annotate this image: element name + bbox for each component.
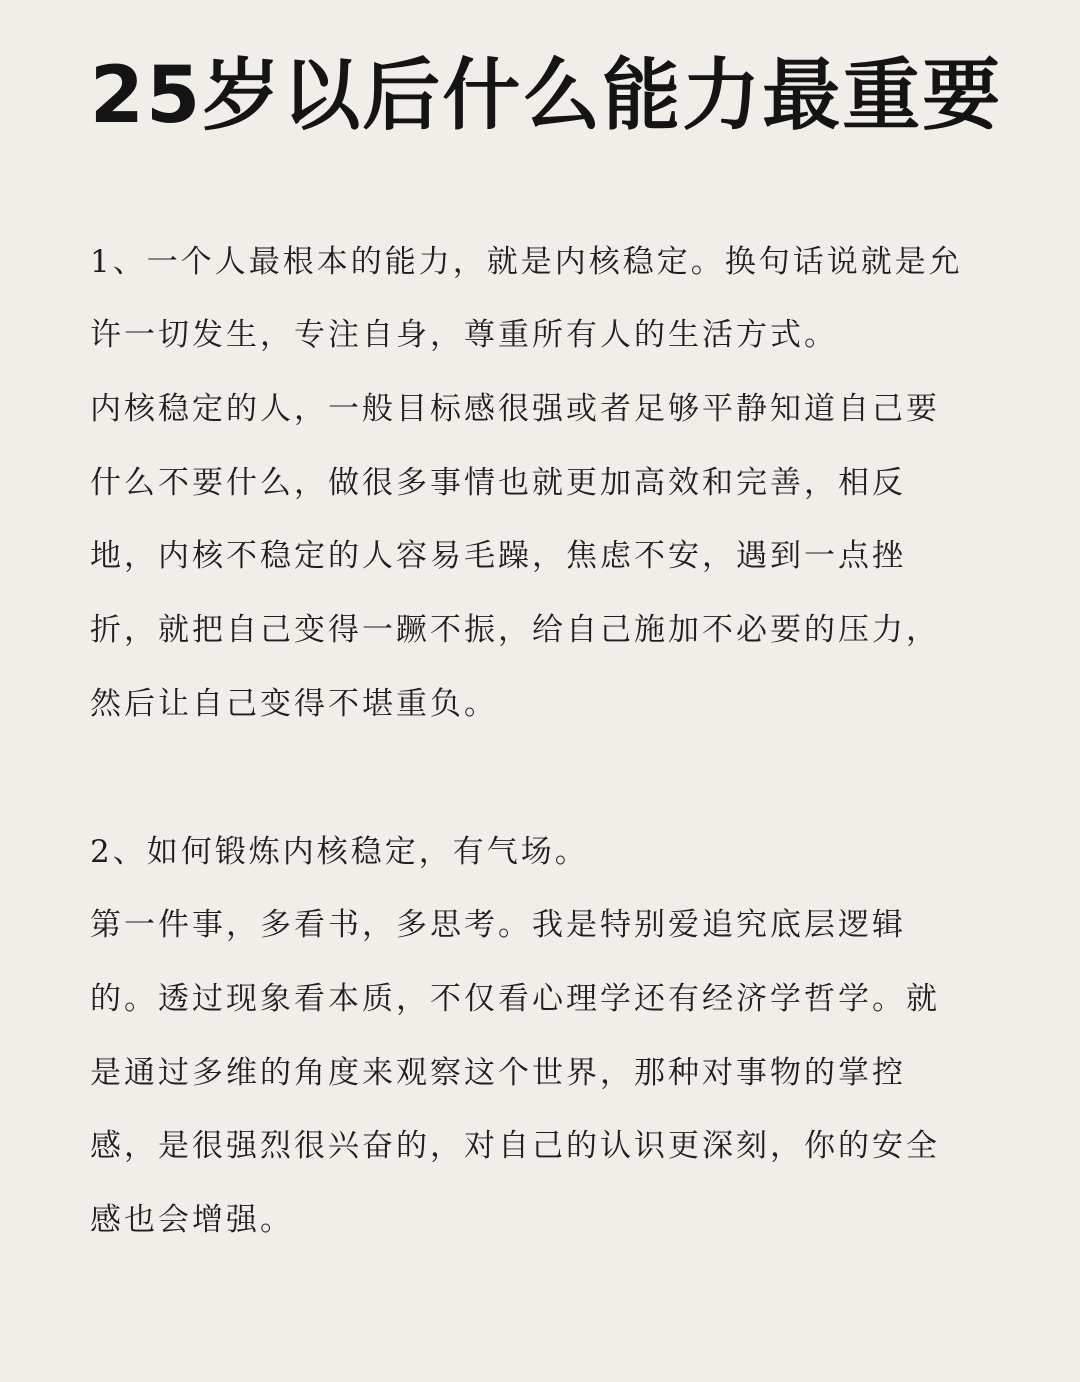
text-line: 内核稳定的人，一般目标感很强或者足够平静知道自己要 <box>90 391 940 427</box>
text-line: 折，就把自己变得一蹶不振，给自己施加不必要的压力， <box>90 612 940 648</box>
text-line: 地，内核不稳定的人容易毛躁，焦虑不安，遇到一点挫 <box>90 538 906 574</box>
page-title: 25岁以后什么能力最重要 <box>89 51 1003 141</box>
text-line: 的。透过现象看本质，不仅看心理学还有经济学哲学。就 <box>90 981 940 1017</box>
text-line: 感，是很强烈很兴奋的，对自己的认识更深刻，你的安全 <box>90 1128 940 1164</box>
text-line: 2、如何锻炼内核稳定，有气场。 <box>90 834 589 870</box>
text-line: 是通过多维的角度来观察这个世界，那种对事物的掌控 <box>90 1055 906 1091</box>
text-line: 许一切发生，专注自身，尊重所有人的生活方式。 <box>90 317 838 353</box>
text-line: 1、一个人最根本的能力，就是内核稳定。换句话说就是允 <box>90 244 963 280</box>
text-line: 然后让自己变得不堪重负。 <box>90 686 498 722</box>
text-line: 第一件事，多看书，多思考。我是特别爱追究底层逻辑 <box>90 907 906 943</box>
text-line: 什么不要什么，做很多事情也就更加高效和完善，相反 <box>90 465 906 501</box>
text-line: 感也会增强。 <box>90 1202 294 1238</box>
